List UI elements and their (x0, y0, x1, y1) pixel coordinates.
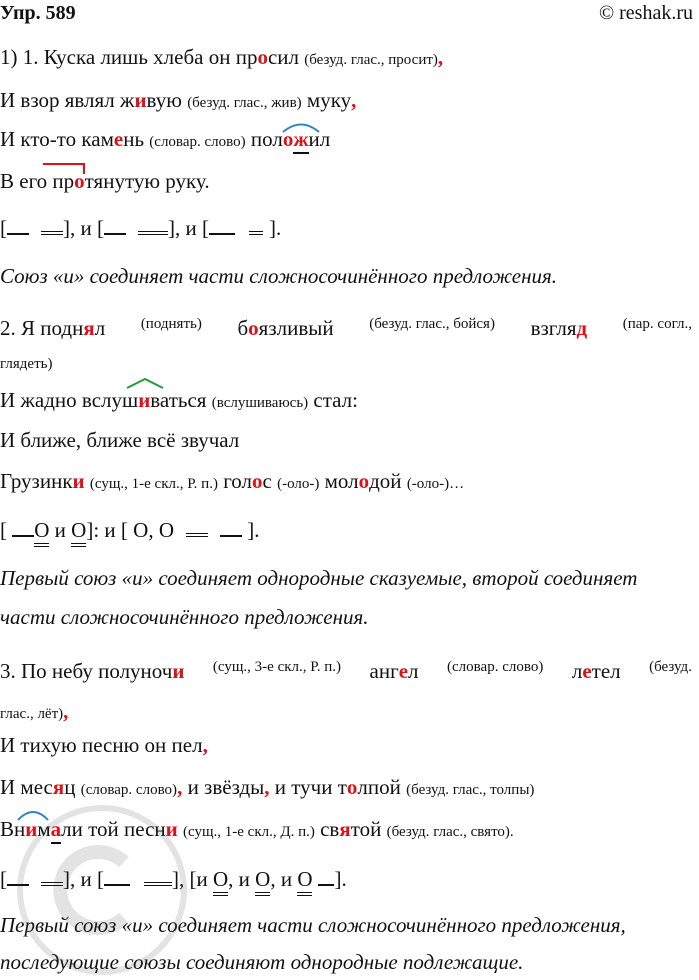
p2-scheme: [ О и О]: и [ О, О ]. (0, 518, 260, 547)
p3-line-3: И месяц (словар. слово), и звёзды, и тучи толпой (безуд. глас., толпы) (0, 775, 535, 799)
p2-line-2: И жадно вслуш иваться (вслушиваюсь) стал: (0, 388, 358, 413)
p2-note-1: Первый союз «и» соединяет однородные сказуемые, второй соединяет (0, 566, 638, 590)
p3-note-2: последующие союзы соединяют однородные подлежащие. (0, 950, 524, 974)
p2-note-2: части сложносочинённого предложения. (0, 605, 369, 629)
p1-line-1: 1) 1. Куска лишь хлеба он просил (безуд. глас., просит), (0, 45, 444, 69)
p1-note: Союз «и» соединяет части сложносочинённого предложения. (0, 264, 558, 288)
p3-line-4: Внимали той песни (сущ., 1-е скл., Д. п.) святой (безуд. глас., свято). (0, 817, 514, 844)
p1-line-3: И кто-то камень (словар. слово) пол ожил (0, 127, 330, 154)
p3-line-1: 3. По небу полуночи (сущ., 3-е скл., Р. п.) ангел (словар. слово) летел (безуд. (0, 659, 692, 683)
p3-line-2: И тихую песню он пел, (0, 733, 208, 757)
p1-line-2: И взор являл живую (безуд. глас., жив) муку, (0, 88, 357, 112)
exercise-title: Упр. 589 (0, 2, 76, 24)
root-arc-icon (281, 121, 321, 133)
p3-line-1b: глас., лёт), (0, 699, 69, 723)
prefix-mark-icon (42, 161, 86, 175)
p3-scheme: [ ], и [ ], [и О, и О, и О ]. (0, 867, 347, 896)
p2-line-3: И ближе, ближе всё звучал (0, 428, 240, 452)
suffix-mark-icon (126, 377, 164, 389)
p2-line-1b: глядеть) (0, 356, 53, 372)
p2-line-4: Грузинки (сущ., 1-е скл., Р. п.) голос (-оло-) молодой (-оло-)… (0, 469, 465, 493)
watermark-logo-icon (12, 800, 192, 980)
site-credit: © reshak.ru (598, 2, 693, 24)
p1-scheme: [ ], и [ ], и [ ]. (0, 216, 282, 240)
p2-line-1: 2. Я поднял (поднять) боязливый (безуд. глас., бойся) взгляд (пар. согл., (0, 316, 692, 340)
p3-note-1: Первый союз «и» соединяет части сложносочинённого предложения, (0, 913, 626, 937)
p1-line-4: В его пр отянутую руку. (0, 169, 210, 194)
